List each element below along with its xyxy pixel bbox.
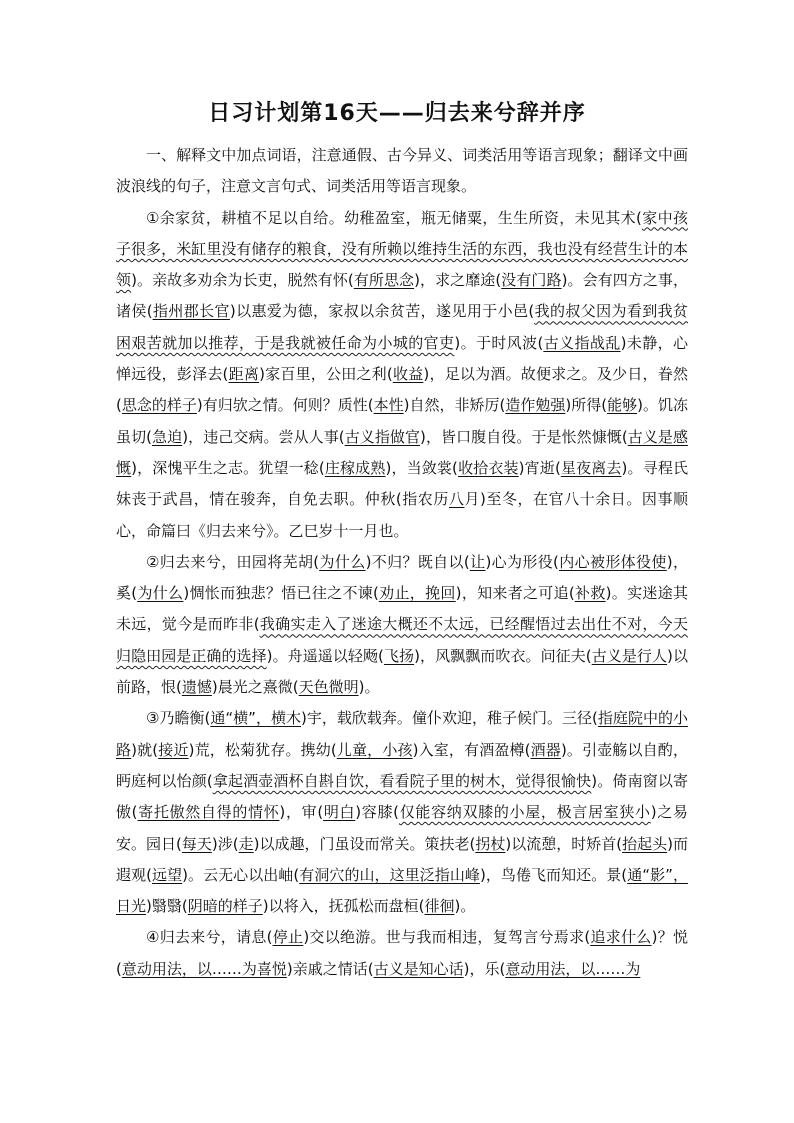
annotation: 急迫 <box>152 427 183 446</box>
wavy-underlined-sentence: 家中孩子很多，米缸里没有储存的粮食，没有所赖以维持生活的东西，我也没有经营生计的本领 <box>116 208 688 290</box>
annotation: 酒器 <box>530 740 561 759</box>
text-run: )荒，松菊犹存。携幼( <box>188 740 337 759</box>
annotation: 为什么 <box>319 552 366 571</box>
text-run: )，乐( <box>463 959 506 978</box>
text-run: )以前路，恨( <box>116 646 688 697</box>
annotation: 意动用法，以……为 <box>505 959 641 978</box>
text-run: )翳翳( <box>146 897 188 916</box>
annotation: 本性 <box>373 396 404 415</box>
annotation: 拐杖 <box>475 834 506 853</box>
text-run: )之易安。园日( <box>116 803 688 853</box>
text-run: )交以绝游。世与我而相违，复驾言兮焉求( <box>303 928 591 947</box>
wavy-underlined-sentence: 我的叔父因为看到我贫困艰苦就加以推荐，于是我就被任命为小城的官吏 <box>116 302 688 352</box>
text-run: )，知来者之可追( <box>455 584 575 603</box>
text-run: )。引壶觞以自酌，眄庭柯以怡颜( <box>116 740 688 790</box>
annotation: 追求什么 <box>590 928 652 947</box>
text-run: )宇，载欣载奔。僮仆欢迎，稚子候门。三径( <box>300 709 598 728</box>
annotation: 通“横”，横木 <box>210 709 301 728</box>
text-run: ④归去来兮，请息( <box>146 928 273 947</box>
text-paragraph-3 <box>116 703 688 922</box>
text-run: )宵逝( <box>518 458 561 477</box>
annotation: 距离 <box>228 365 260 384</box>
text-run: )，足以为酒。故便求之。及少日，眷然( <box>116 365 688 415</box>
annotation: 没有门路 <box>501 271 562 290</box>
text-run: )自然，非矫厉( <box>403 396 506 415</box>
text-run: )，违己交病。尝从人事( <box>182 427 345 446</box>
text-run: ③乃瞻衡( <box>146 709 211 728</box>
annotation: 为什么 <box>137 584 184 603</box>
text-run: )，风飘飘而吹衣。问征夫( <box>414 646 592 665</box>
text-run: )。 <box>358 678 380 697</box>
annotation: 有所思念 <box>353 271 415 290</box>
text-run: )而遐观( <box>116 834 688 884</box>
text-run: )。于时风波( <box>454 333 544 352</box>
text-run: )。亲故多劝余为长吏，脱然有怀( <box>131 271 354 290</box>
text-run: 月)至冬，在官八十余日。因事顺心，命篇曰《归去来兮》。乙巳岁十一月也。 <box>116 490 688 540</box>
instruction-paragraph: 一、解释文中加点词语，注意通假、古今异义、词类活用等语言现象；翻译文中画波浪线的句子，注意文言句式、词类活用等语言现象。 <box>116 146 688 196</box>
text-run: )。饥冻虽切( <box>116 396 688 446</box>
text-run: )晨光之熹微( <box>211 678 299 697</box>
text-run: )，深愧平生之志。犹望一稔( <box>131 458 325 477</box>
text-run: )，皆口腹自役。于是怅然慷慨( <box>420 427 628 446</box>
annotation: 有洞穴的山，这里泛指山峰 <box>299 865 480 884</box>
annotation: 古义是知心话 <box>373 959 464 978</box>
text-run: )入室，有酒盈樽( <box>412 740 531 759</box>
annotation: 飞扬 <box>383 646 415 665</box>
text-run: )？悦( <box>116 928 688 978</box>
text-paragraph-4 <box>116 922 688 985</box>
text-run: )有归欤之情。何则？质性( <box>196 396 374 415</box>
text-paragraphs <box>116 203 688 985</box>
annotation: 星夜离去 <box>560 458 622 477</box>
wavy-underlined-sentence: 拿起酒壶酒杯自斟自饮，看看院子里的树木，觉得很愉快 <box>212 771 592 790</box>
annotation: 古义是感慨 <box>116 427 688 477</box>
text-run: )。舟遥遥以轻飏( <box>266 646 384 665</box>
annotation: 指州郡长官 <box>152 302 230 321</box>
text-run: )。倚南窗以寄傲( <box>116 771 688 822</box>
annotation: 能够 <box>607 396 638 415</box>
annotation: 八 <box>448 490 465 509</box>
text-run: )心为形役( <box>485 552 559 571</box>
text-run: )所得( <box>565 396 608 415</box>
text-run: )未静，心惮远役，彭泽去( <box>116 333 688 384</box>
text-run: )，当敛裳( <box>385 458 458 477</box>
text-run: )。会有四方之事，诸侯( <box>116 271 688 321</box>
text-run: ①余家贫，耕植不足以自给。幼稚盈室，瓶无储粟，生生所资，未见其术( <box>146 208 642 227</box>
annotation: 通“影”，日光 <box>116 865 688 916</box>
annotation: 让 <box>469 552 486 571</box>
text-run: )。 <box>454 897 476 916</box>
annotation: 劝止，挽回 <box>378 584 456 603</box>
annotation: 古义指做官 <box>344 427 421 446</box>
text-run: )，奚( <box>116 552 688 603</box>
annotation: 收益 <box>392 365 424 384</box>
annotation: 意动用法，以……为喜悦 <box>121 959 287 978</box>
annotation: 接近 <box>158 740 189 759</box>
annotation: 收拾衣装 <box>457 458 519 477</box>
text-run: )以成趣，门虽设而常关。策扶老( <box>253 834 476 853</box>
text-run: )。实迷途其未远，觉今是而昨非( <box>116 584 688 634</box>
text-paragraph-2 <box>116 547 688 703</box>
text-run: ②归去来兮，田园将芜胡( <box>146 552 320 571</box>
page-title: 日习计划第16天——归去来兮辞并序 <box>208 101 586 126</box>
text-run: )容膝( <box>355 803 400 822</box>
annotation: 造作勉强 <box>505 396 566 415</box>
wavy-underlined-sentence: 仅能容纳双膝的小屋，极言居室狭小 <box>399 803 651 822</box>
annotation: 徘徊 <box>424 897 455 916</box>
annotation: 阴暗的样子 <box>187 897 263 916</box>
annotation: 远望 <box>151 865 183 884</box>
text-run: )以将入，抚孤松而盘桓( <box>262 897 425 916</box>
text-run: )惆怅而独悲？悟已往之不谏( <box>183 584 379 603</box>
annotation: 停止 <box>272 928 304 947</box>
text-run: )涉( <box>211 834 239 853</box>
wavy-underlined-sentence: 我确实走入了迷途大概还不太远，已经醒悟过去出仕不对，今天归隐田园是正确的选择 <box>116 615 688 665</box>
text-run: )。云无心以出岫( <box>182 865 300 884</box>
text-run: )家百里，公田之利( <box>259 365 393 384</box>
annotation: 每天 <box>181 834 212 853</box>
text-run: )亲戚之情话( <box>286 959 374 978</box>
annotation: 古义指战乱 <box>543 333 621 352</box>
annotation: 儿童，小孩 <box>336 740 413 759</box>
annotation: 天色微明 <box>298 678 359 697</box>
annotation: 庄稼成熟 <box>324 458 386 477</box>
annotation: 内心被形体役使 <box>558 552 667 571</box>
annotation: 明白 <box>323 803 356 822</box>
text-run: )以惠爱为德，家叔以余贫苦，遂见用于小邑( <box>229 302 535 321</box>
annotation: 遗憾 <box>181 678 212 697</box>
text-run: )，求之靡途( <box>414 271 502 290</box>
text-run: )就( <box>131 740 159 759</box>
document-body <box>116 140 688 985</box>
text-run: )以流憩，时矫首( <box>505 834 623 853</box>
annotation: 指庭院中的小路 <box>116 709 688 759</box>
text-run: )。寻程氏妹丧于武昌，情在骏奔，自免去职。仲秋(指农历 <box>116 458 688 509</box>
annotation: 寄托傲然自得的情怀 <box>137 803 280 822</box>
annotation: 思念的样子 <box>121 396 197 415</box>
annotation: 补救 <box>574 584 606 603</box>
text-run: )，审( <box>279 803 324 822</box>
annotation: 走 <box>238 834 254 853</box>
text-run: )不归？既自以( <box>365 552 470 571</box>
annotation: 抬起头 <box>622 834 668 853</box>
text-paragraph-1 <box>116 203 688 547</box>
annotation: 古义是行人 <box>591 646 668 665</box>
text-run: )，鸟倦飞而知还。景( <box>479 865 628 884</box>
